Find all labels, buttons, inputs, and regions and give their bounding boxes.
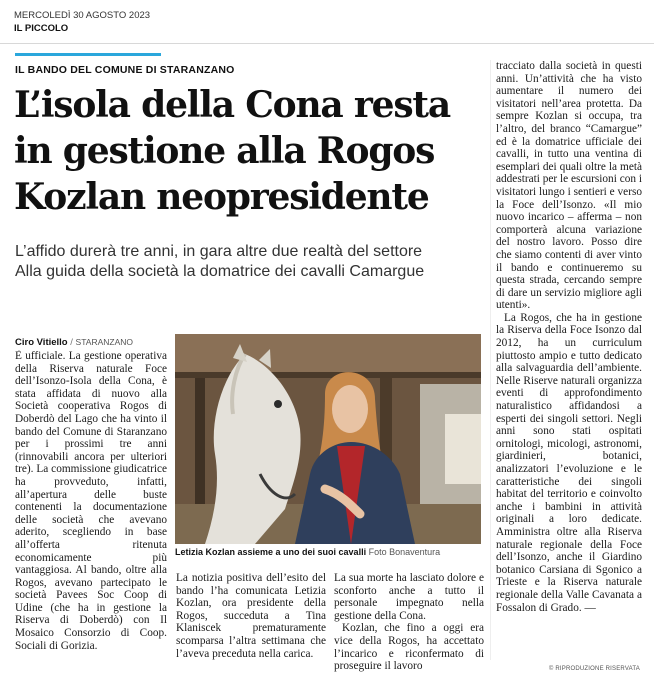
dateline-place: STARANZANO xyxy=(75,337,134,347)
section-accent-bar xyxy=(15,53,161,56)
subheadline-line: L’affido durerà tre anni, in gara altre due realtà del settore xyxy=(15,243,423,260)
photo-caption xyxy=(175,547,485,557)
article-column-2 xyxy=(176,572,326,660)
article-column-3 xyxy=(334,572,484,673)
column-divider xyxy=(490,60,491,660)
author-name: Ciro Vitiello xyxy=(15,337,68,348)
caption-text: Letizia Kozlan assieme a uno dei suoi cavalli xyxy=(175,547,367,557)
subheadline xyxy=(15,242,485,282)
header-divider xyxy=(0,43,654,44)
newspaper-name: IL PICCOLO xyxy=(14,23,69,34)
paragraph: La sua morte ha lasciato dolore e sconforto anche a tutto il personale impegnato nella gestione della Cona. xyxy=(334,572,484,622)
subheadline-line: Alla guida della società la domatrice dei cavalli Camargue xyxy=(15,263,425,280)
paragraph: È ufficiale. La gestione operativa della Riserva naturale Foce dell’Isonzo-Isola della Cona, è stata affidata di nuovo alla Società cooperativa Rogos di Doberdò del Lago che ha vinto il bando del Comune di Staranzano per i prossimi tre anni (rinnovabili ancora per ulteriori tre). La commissione giudicatrice ha provveduto, infatti, all’apertura delle buste contenenti la documentazione delle società che avevano aderito, scegliendo in base all’offerta ritenuta economicamente più vantaggiosa. Al bando, oltre alla Rogos, avevano partecipato le società Pavees Soc Coop di Udine (che ha in gestione la Riserva di Doberdò) con Il Mosaico Consorzio di Coop. Sociali di Gorizia. xyxy=(15,350,167,652)
masthead xyxy=(14,9,150,35)
article-column-4 xyxy=(496,60,642,660)
byline-separator: / xyxy=(67,337,76,348)
headline-line: in gestione alla Rogos xyxy=(14,130,435,172)
paragraph: La notizia positiva dell’esito del bando l’ha comunicata Letizia Kozlan, ora presidente della Rogos, succeduta a Tina Klaniscek prematuramente scomparsa l’altra settimana che l’aveva preceduta nella carica. xyxy=(176,572,326,660)
headline-line: Kozlan neopresidente xyxy=(14,176,429,218)
article-column-1 xyxy=(15,350,167,672)
issue-date: MERCOLEDÌ 30 AGOSTO 2023 xyxy=(14,10,151,21)
headline xyxy=(14,82,484,220)
kicker: IL BANDO DEL COMUNE DI STARANZANO xyxy=(15,64,235,76)
paragraph: tracciato dalla società in questi anni. Un’attività che ha visto aumentare il numero dei visitatori nell’area protetta. Da sempre Kozlan si occupa, tra l’altro, del branco “Camargue” ed è la domatrice ufficiale dei cavalli, in tutto una ventina di esemplari dei quali oltre la metà addestrati per le escursioni con i visitatori lungo i sentieri e verso la Foce dell’Isonzo. «Il mio nuovo incarico – afferma – non comporterà alcuna variazione del nostro lavoro. Posso dire che siamo contenti di aver vinto il bando e continueremo su questa strada, cercando sempre di dare un servizio migliore agli utenti». xyxy=(496,60,642,312)
paragraph: La Rogos, che ha in gestione la Riserva della Foce Isonzo dal 2012, ha un curriculum piuttosto ampio e tutto dedicato alla salvaguardia dell’ambiente. Nelle Riserve naturali organizza eventi di approfondimento naturalistico affidandosi a esperti dei singoli settori. Negli anni sono stati ospitati ornitologi, micologi, astronomi, giardinieri, botanici, analizzatori l’evoluzione e le caratteristiche dei singoli habitat del territorio e coinvolto anche i bambini in attività originali a loro dedicate. Amministra oltre alla Riserva naturale regionale della Foce dell’Isonzo, anche il Giardino botanico Carsiana di Sgonico a Trieste e la Riserva naturale regionale della Valle Cavanata a Fossalon di Grado. — xyxy=(496,311,642,614)
paragraph: Kozlan, che fino a oggi era vice della Rogos, ha accettato l’incarico e riconfermato di proseguire il lavoro xyxy=(334,622,484,673)
byline xyxy=(15,337,133,348)
headline-line: L’isola della Cona resta xyxy=(14,84,450,126)
article-photo xyxy=(175,334,481,544)
copyright-notice: © RIPRODUZIONE RISERVATA xyxy=(548,666,640,672)
woman-with-horse-illustration xyxy=(175,334,481,544)
photo-credit: Foto Bonaventura xyxy=(366,547,441,557)
